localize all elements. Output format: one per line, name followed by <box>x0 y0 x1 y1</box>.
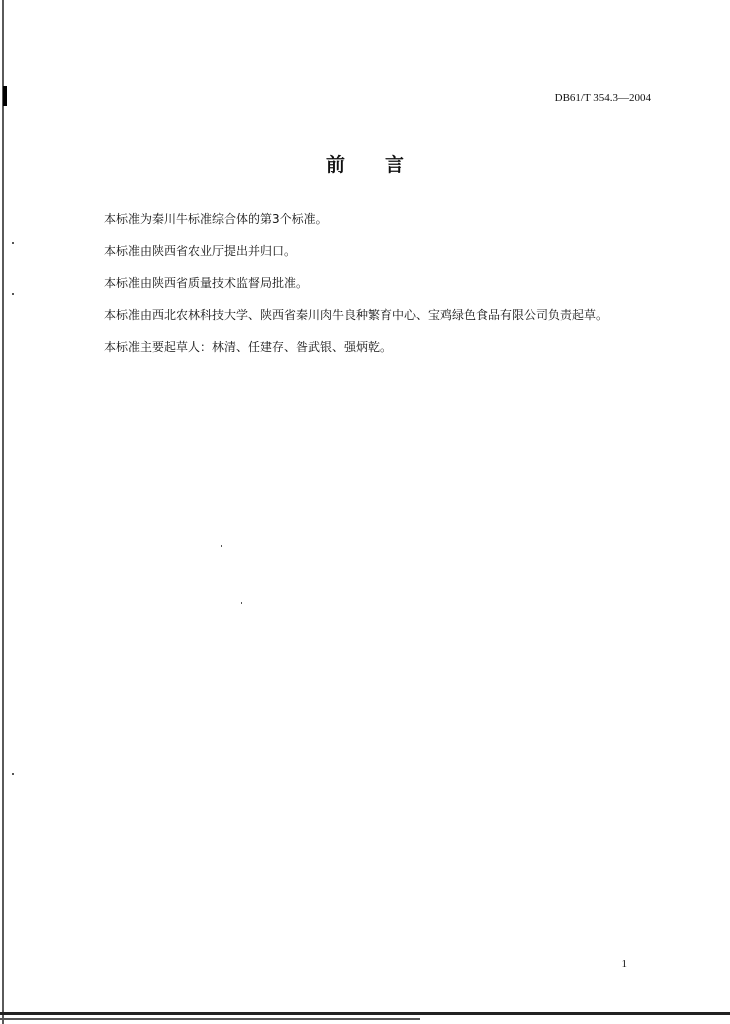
document-code: DB61/T 354.3—2004 <box>554 92 651 104</box>
paragraph: 本标准由陕西省质量技术监督局批准。 <box>104 276 309 290</box>
foreword-body <box>104 211 664 371</box>
title-char-right: 言 <box>385 154 405 176</box>
paragraph: 本标准由陕西省农业厅提出并归口。 <box>104 244 297 258</box>
scan-speck <box>12 293 14 295</box>
paragraph: 本标准为秦川牛标准综合体的第3个标准。 <box>104 212 328 226</box>
paragraph: 本标准主要起草人：林清、任建存、昝武银、强炳乾。 <box>104 340 393 354</box>
scan-speck <box>241 602 242 604</box>
paragraph: 本标准由西北农林科技大学、陕西省秦川肉牛良种繁育中心、宝鸡绿色食品有限公司负责起草。 <box>104 308 609 322</box>
scan-speck <box>221 545 222 547</box>
scan-speck <box>12 242 14 244</box>
page-number: 1 <box>621 958 627 970</box>
scan-bottom-edge-secondary <box>0 1018 420 1020</box>
title-char-left: 前 <box>325 154 345 176</box>
scan-speck <box>12 773 14 775</box>
scan-bottom-edge <box>0 1012 730 1015</box>
page-title <box>0 150 730 177</box>
scan-left-mark <box>3 86 7 106</box>
